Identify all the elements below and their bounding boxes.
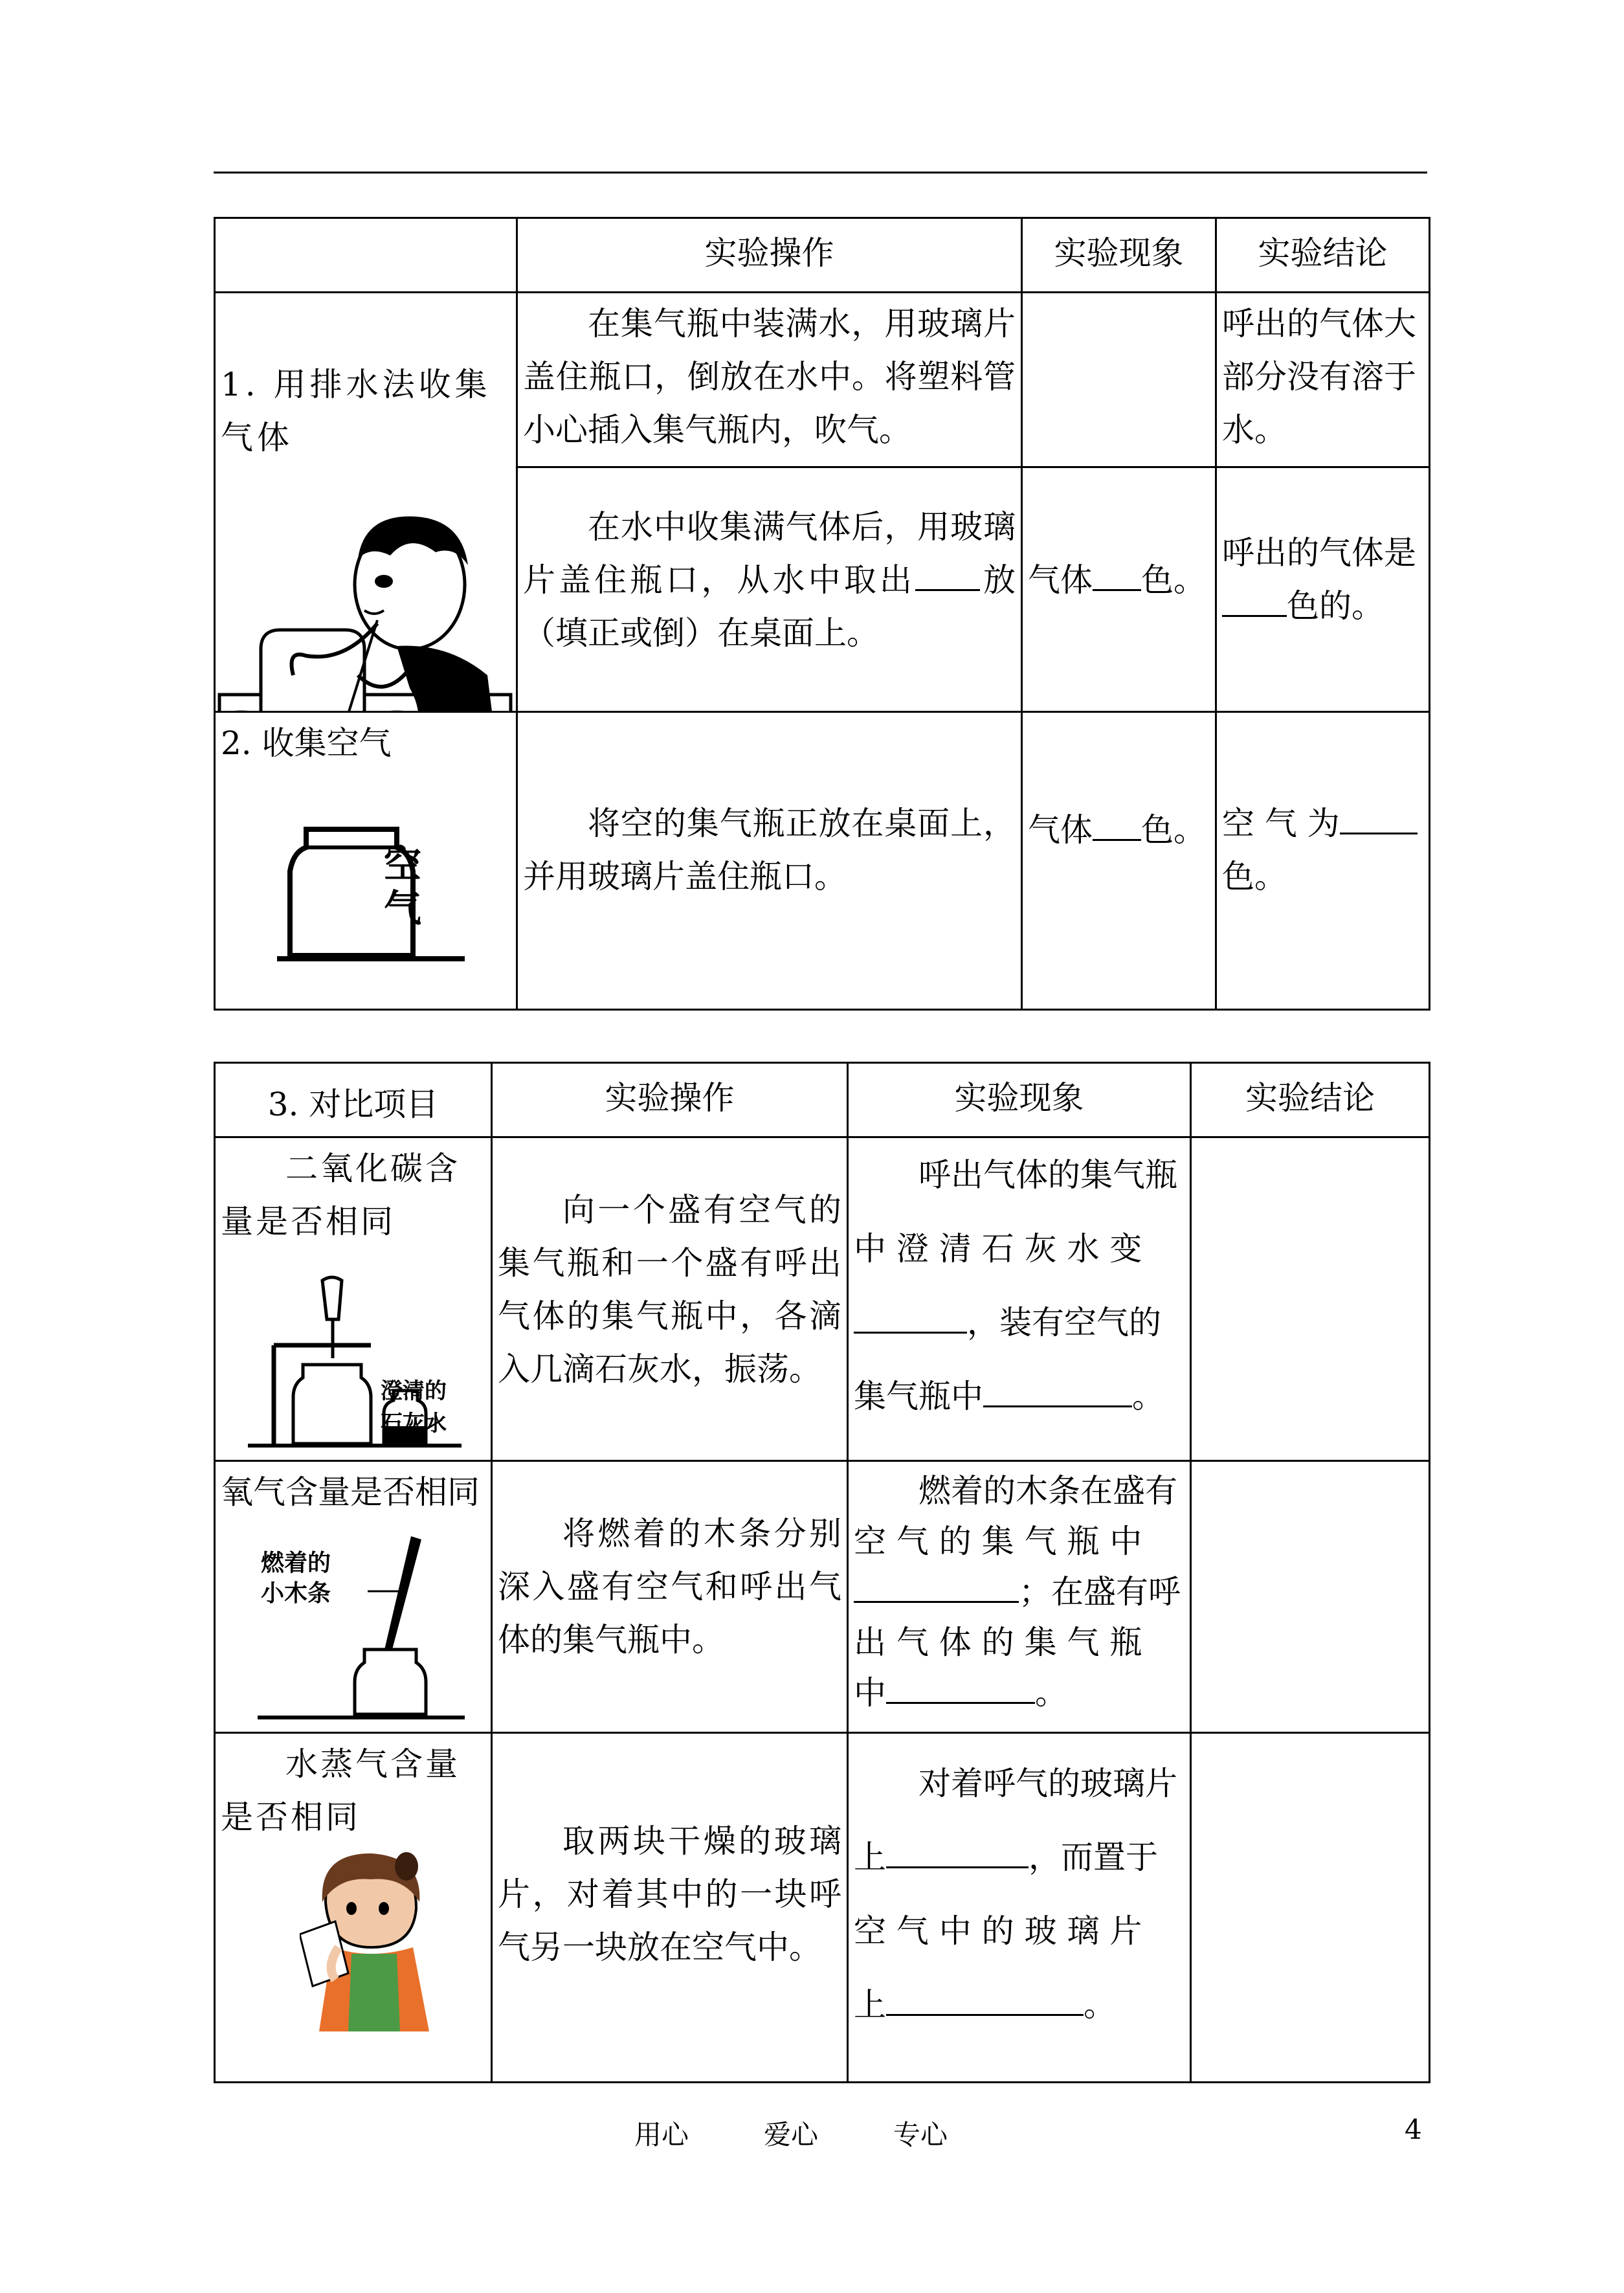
o2-phen-blank-1[interactable]: [854, 1572, 1019, 1603]
burning-stick-jar-illustration: [254, 1533, 468, 1727]
row1-title: 1. 用排水法收集气体: [221, 366, 491, 456]
row2-conclusion: [1216, 712, 1430, 1010]
row1-concl2-blank[interactable]: [1222, 586, 1287, 617]
row2-phen-text-b: 色。: [1141, 811, 1206, 849]
row2-title-cell: [215, 712, 517, 1010]
co2-operation: 向一个盛有空气的集气瓶和一个盛有呼出气体的集气瓶中，各滴入几滴石灰水，振荡。: [492, 1137, 848, 1461]
table2-header-item: 3. 对比项目: [215, 1063, 492, 1137]
h2o-operation: 取两块干燥的玻璃片，对着其中的一块呼气另一块放在空气中。: [492, 1733, 848, 2083]
experiment-table-2: [214, 1062, 1430, 2083]
limewater-label-2: 石灰水: [381, 1411, 447, 1437]
experiment-table-1: [214, 217, 1430, 1011]
h2o-phen-blank-1[interactable]: [886, 1837, 1029, 1868]
o2-title: 氧气含量是否相同: [221, 1473, 480, 1511]
h2o-conclusion: [1191, 1733, 1430, 2083]
co2-phen-blank-2[interactable]: [983, 1376, 1132, 1407]
row2-concl-text-a: 空 气 为: [1222, 805, 1340, 842]
row2-title: 2. 收集空气: [221, 724, 392, 762]
table1-header-conclusion: 实验结论: [1216, 218, 1430, 293]
co2-title: 二氧化碳含量是否相同: [221, 1150, 460, 1240]
row2-operation: 将空的集气瓶正放在桌面上，并用玻璃片盖住瓶口。: [517, 712, 1022, 1010]
table2-header-operation: 实验操作: [492, 1063, 848, 1137]
h2o-phen-text-b: ，而置于空 气 中 的 玻 璃 片 上: [854, 1839, 1158, 2024]
o2-phenomenon: [848, 1461, 1191, 1733]
h2o-phen-blank-2[interactable]: [886, 1985, 1084, 2016]
h2o-phenomenon: [848, 1733, 1191, 2083]
row2-concl-text-b: 色。: [1222, 858, 1287, 895]
row1-op2-text-a: 在水中收集满气体后，用玻璃片盖住瓶口，从水中取出: [523, 508, 1016, 599]
row1-phenomenon-2: [1022, 467, 1216, 712]
o2-phen-text-a: 燃着的木条在盛有 空 气 的 集 气 瓶 中: [854, 1472, 1177, 1560]
table2-header-phenomenon: 实验现象: [848, 1063, 1191, 1137]
row1-phen2-text-a: 气体: [1028, 561, 1093, 599]
row2-phen-blank[interactable]: [1093, 810, 1141, 841]
h2o-phen-text-a: 对着呼气的玻璃片上: [854, 1765, 1177, 1876]
co2-conclusion: [1191, 1137, 1430, 1461]
o2-conclusion: [1191, 1461, 1430, 1733]
row1-operation-2: [517, 467, 1022, 712]
row1-concl2-text-a: 呼出的气体是: [1222, 534, 1416, 572]
footer-left: 用心: [634, 2119, 689, 2151]
h2o-phen-text-c: 。: [1084, 1986, 1116, 2024]
co2-phen-text-c: 。: [1132, 1378, 1164, 1415]
row2-phen-text-a: 气体: [1028, 811, 1093, 849]
footer-middle: 爱心: [764, 2119, 819, 2151]
air-jar-label: 空气: [384, 842, 422, 930]
row1-conclusion-1: 呼出的气体大部分没有溶于水。: [1216, 293, 1430, 467]
h2o-title-cell: [215, 1733, 492, 2083]
co2-phen-text-b: ，装有空气的集气瓶中: [854, 1304, 1161, 1415]
o2-phen-text-b: ；在盛有呼出 气 体 的 集 气 瓶 中: [854, 1573, 1181, 1712]
row1-conclusion-2: [1216, 467, 1430, 712]
co2-phen-text-a: 呼出气体的集气瓶 中 澄 清 石 灰 水 变: [854, 1156, 1177, 1268]
co2-phen-blank-1[interactable]: [854, 1303, 967, 1334]
row1-operation-1: 在集气瓶中装满水，用玻璃片盖住瓶口，倒放在水中。将塑料管小心插入集气瓶内，吹气。: [517, 293, 1022, 467]
row1-op2-text-b: 放（填正或倒）在桌面上。: [523, 561, 1016, 652]
air-jar-illustration: [274, 823, 468, 972]
boy-blowing-illustration: [216, 507, 517, 712]
row1-phen2-blank[interactable]: [1093, 560, 1141, 591]
burning-stick-label-2: 小木条: [261, 1580, 331, 1607]
girl-breathing-illustration: [300, 1850, 449, 2038]
row1-op2-blank[interactable]: [915, 560, 980, 591]
co2-title-cell: [215, 1137, 492, 1461]
row1-concl2-text-b: 色的。: [1287, 587, 1384, 625]
row1-phenomenon-1: [1022, 293, 1216, 467]
table1-header-operation: 实验操作: [517, 218, 1022, 293]
burning-stick-label-1: 燃着的: [261, 1550, 331, 1576]
o2-phen-blank-2[interactable]: [886, 1673, 1035, 1704]
o2-operation: 将燃着的木条分别深入盛有空气和呼出气体的集气瓶中。: [492, 1461, 848, 1733]
row1-title-cell: [215, 293, 517, 712]
table1-header-phenomenon: 实验现象: [1022, 218, 1216, 293]
table1-corner-cell: [215, 218, 517, 293]
co2-phenomenon: [848, 1137, 1191, 1461]
h2o-title: 水蒸气含量是否相同: [221, 1745, 460, 1836]
row2-phenomenon: [1022, 712, 1216, 1010]
header-rule: [214, 172, 1427, 173]
row1-phen2-text-b: 色。: [1141, 561, 1206, 599]
table2-header-conclusion: 实验结论: [1191, 1063, 1430, 1137]
row2-concl-blank[interactable]: [1340, 803, 1418, 834]
footer-right: 专心: [893, 2119, 948, 2151]
limewater-label-1: 澄清的: [381, 1378, 447, 1404]
o2-title-cell: [215, 1461, 492, 1733]
o2-phen-text-c: 。: [1035, 1674, 1067, 1712]
page-number: 4: [1405, 2114, 1422, 2145]
